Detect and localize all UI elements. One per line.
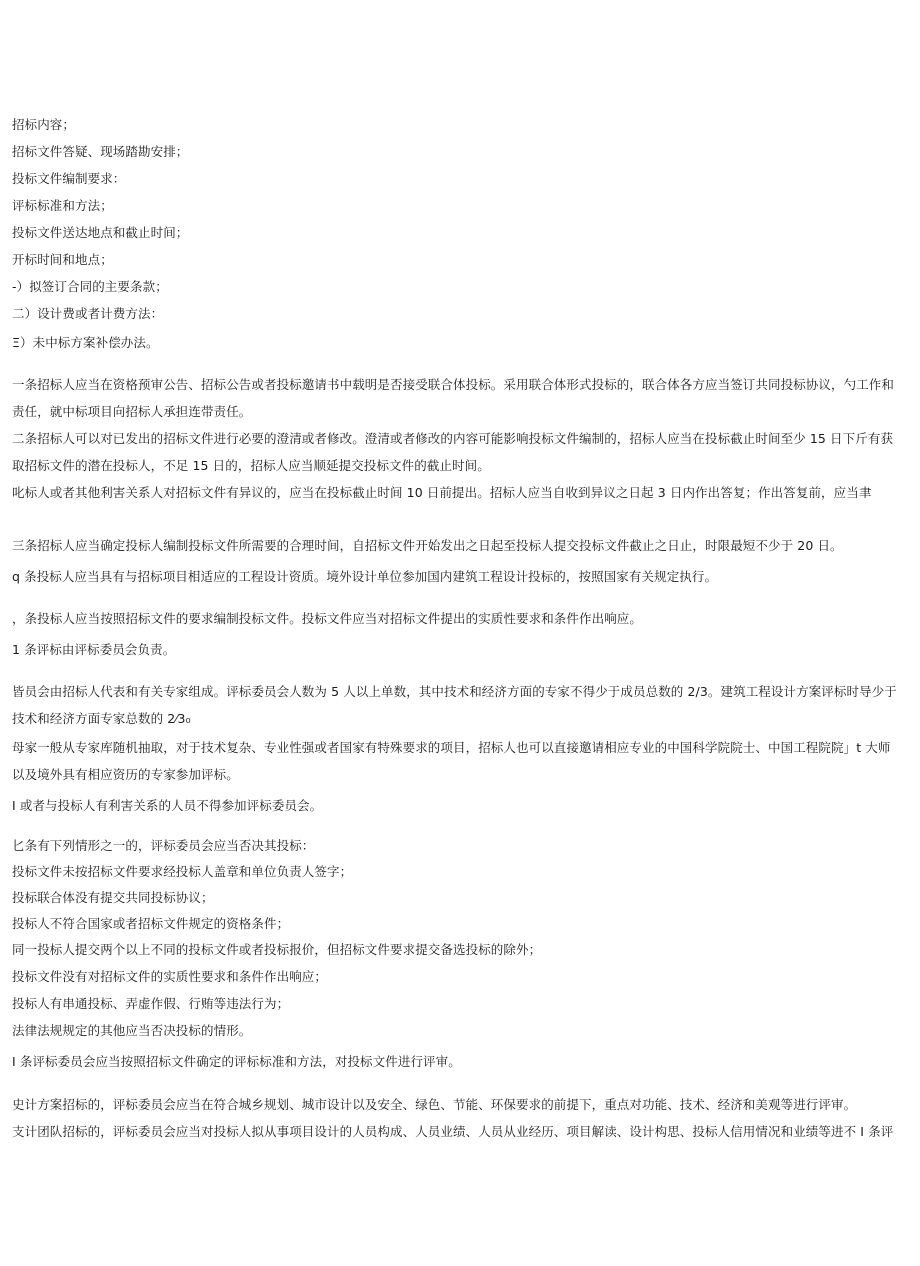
text-line: 叱标人或者其他利害关系人对招标文件有异议的，应当在投标截止时间 10 日前提出。招标人应当自收到异议之日起 3 日内作出答复；作出答复前，应当聿 xyxy=(12,485,872,500)
text-line: 同一投标人提交两个以上不同的投标文件或者投标报价，但招标文件要求提交备选投标的除外； xyxy=(12,942,542,957)
text-line: 投标文件没有对招标文件的实质性要求和条件作出响应； xyxy=(12,969,328,984)
text-line: 匕条有下列情形之一的，评标委员会应当否决其投标： xyxy=(12,838,315,853)
text-line: 招标文件答疑、现场踏勘安排； xyxy=(12,144,189,159)
text-line: 皆员会由招标人代表和有关专家组成。评标委员会人数为 5 人以上单数，其中技术和经济方面的专家不得少于成员总数的 2/3。建筑工程设计方案评标时导少于 xyxy=(12,684,897,699)
text-line: 投标文件未按招标文件要求经投标人盖章和单位负责人签字； xyxy=(12,864,353,879)
text-line: Ξ）未中标方案补偿办法。 xyxy=(12,335,159,350)
text-line: 取招标文件的潜在投标人，不足 15 日的，招标人应当顺延提交投标文件的截止时间。 xyxy=(12,458,490,473)
text-line: 招标内容； xyxy=(12,117,76,132)
text-line: ，条投标人应当按照招标文件的要求编制投标文件。投标文件应当对招标文件提出的实质性要求和条件作出响应。 xyxy=(12,611,643,626)
text-line: 投标人不符合国家或者招标文件规定的资格条件； xyxy=(12,916,290,931)
text-line: 三条招标人应当确定投标人编制投标文件所需要的合理时间，自招标文件开始发出之日起至投标人提交投标文件截止之日止，时限最短不少于 20 日。 xyxy=(12,538,843,553)
text-line: 投标文件编制要求： xyxy=(12,171,126,186)
text-line: 责任，就中标项目向招标人承担连带责任。 xyxy=(12,404,252,419)
text-line: -）拟签订合同的主要条款； xyxy=(12,279,168,294)
text-line: 法律法规规定的其他应当否决投标的情形。 xyxy=(12,1023,252,1038)
text-line: 投标人有串通投标、弄虚作假、行贿等违法行为； xyxy=(12,996,290,1011)
text-line: 一条招标人应当在资格预审公告、招标公告或者投标邀请书中载明是否接受联合体投标。采用联合体形式投标的，联合体各方应当签订共同投标协议，勺工作和 xyxy=(12,377,895,392)
text-line: 评标标准和方法； xyxy=(12,198,113,213)
text-line: 史计方案招标的，评标委员会应当在符合城乡规划、城市设计以及安全、绿色、节能、环保要求的前提下，重点对功能、技术、经济和美观等进行评审。 xyxy=(12,1097,857,1112)
text-line: 支计团队招标的，评标委员会应当对投标人拟从事项目设计的人员构成、人员业绩、人员从业经历、项目解读、设计构思、投标人信用情况和业绩等进不 I 条评 xyxy=(12,1124,894,1139)
text-line: 母家一般从专家库随机抽取，对于技术复杂、专业性强或者国家有特殊要求的项目，招标人也可以直接邀请相应专业的中国科学院院士、中国工程院院」t 大师 xyxy=(12,740,891,755)
text-line: 二）设计费或者计费方法： xyxy=(12,306,164,321)
text-line: I 或者与投标人有利害关系的人员不得参加评标委员会。 xyxy=(12,798,323,813)
text-line: 以及境外具有相应资历的专家参加评标。 xyxy=(12,767,239,782)
text-line: 投标文件送达地点和截止时间； xyxy=(12,225,189,240)
text-line: 技术和经济方面专家总数的 2⁄3₀ xyxy=(12,711,191,726)
text-line: 开标时间和地点； xyxy=(12,252,113,267)
text-line: 1 条评标由评标委员会负责。 xyxy=(12,642,176,657)
text-line: I 条评标委员会应当按照招标文件确定的评标标准和方法，对投标文件进行评审。 xyxy=(12,1054,461,1069)
text-line: 投标联合体没有提交共同投标协议； xyxy=(12,890,214,905)
text-line: 二条招标人可以对已发出的招标文件进行必要的澄清或者修改。澄清或者修改的内容可能影响投标文件编制的，招标人应当在投标截止时间至少 15 日下斤有获 xyxy=(12,431,894,446)
text-line: q 条投标人应当具有与招标项目相适应的工程设计资质。境外设计单位参加国内建筑工程设计投标的，按照国家有关规定执行。 xyxy=(12,569,718,584)
